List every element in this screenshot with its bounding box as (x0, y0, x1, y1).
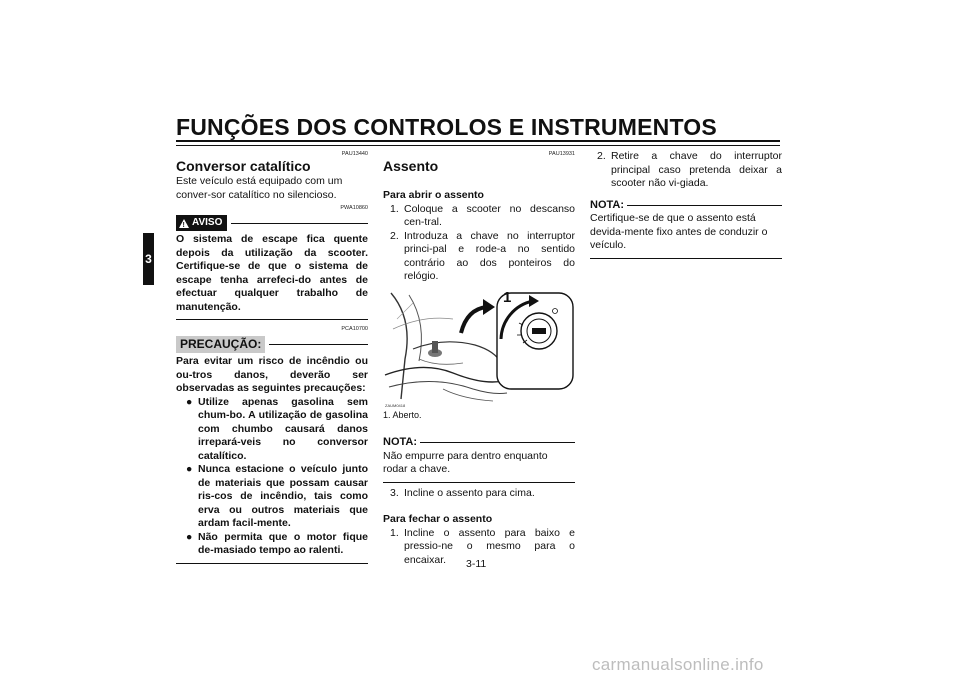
header-rule (176, 140, 780, 146)
ref-code: PAU13931 (548, 151, 575, 157)
nota-rule (627, 205, 782, 206)
section-heading: Conversor catalítico (176, 158, 311, 174)
section-tab: 3 (143, 233, 154, 285)
list-item: ● Não permita que o motor fique de-masiado tempo ao ralenti. (186, 530, 368, 556)
precaucao-badge: PRECAUÇÃO: (176, 336, 265, 353)
figure-callout: 1 (503, 288, 512, 306)
precaucao-header (176, 336, 368, 353)
figure-code: ZAUM0418 (385, 402, 406, 408)
page-number: 3-11 (466, 558, 487, 570)
nota-label: NOTA: (383, 436, 418, 448)
nota-end-rule (383, 482, 575, 483)
list-item: ● Nunca estacione o veículo junto de materiais que possam causar ris-cos de incêndio, tais como erva ou outros materiais que ardam facil-mente. (186, 463, 368, 529)
list-item: 1. Incline o assento para baixo e pressio-ne o mesmo para o encaixar. (390, 526, 575, 566)
watermark: carmanualsonline.info (592, 655, 764, 674)
nota-label: NOTA: (590, 198, 625, 211)
nota-text: Certifique-se de que o assento está devida-mente fixo antes de conduzir o veículo. (590, 212, 768, 251)
list-item: 2. Introduza a chave no interruptor princi-pal e rode-a no sentido contrário ao dos ponteiros do relógio. (390, 229, 575, 282)
bullet-dot-icon: ● (186, 395, 193, 408)
list-item: 3. Incline o assento para cima. (390, 486, 535, 499)
aviso-rule (231, 223, 368, 224)
precaucao-text: Para evitar um risco de incêndio ou ou-tros danos, deverão ser observadas as seguintes precauções: (176, 355, 368, 394)
aviso-header (176, 215, 368, 231)
intro-paragraph: Este veículo está equipado com um conver-sor catalítico no silencioso. (176, 175, 343, 201)
seat-lock-figure (383, 289, 575, 407)
nota-header (383, 436, 575, 450)
aviso-end-rule (176, 319, 368, 320)
nota-end-rule (590, 258, 782, 259)
list-item: 2. Retire a chave do interruptor principal caso pretenda deixar a scooter não vi-giada. (597, 150, 782, 189)
ref-code: PCA10700 (341, 326, 368, 332)
figure-caption: 1. Aberto. (383, 409, 422, 420)
open-seat-heading: Para abrir o assento (383, 189, 484, 201)
page-title: FUNÇÕES DOS CONTROLOS E INSTRUMENTOS (176, 114, 717, 140)
precaucao-rule (269, 344, 368, 345)
column-seat (383, 150, 575, 567)
aviso-label: AVISO (192, 217, 223, 229)
ref-code: PWA10860 (340, 205, 368, 211)
nota-rule (420, 442, 575, 443)
bullet-dot-icon: ● (186, 463, 193, 475)
nota-header (590, 199, 782, 213)
close-seat-heading: Para fechar o assento (383, 513, 493, 525)
ref-code: PAU13440 (341, 151, 368, 157)
column-seat-continued (590, 150, 782, 259)
scooter-seat-illustration (383, 289, 575, 407)
aviso-text: O sistema de escape fica quente depois da utilização da scooter. Certifique-se de que o sistema de escape tenha arrefeci-do antes de efectuar qualquer trabalho de manutenção. (176, 233, 368, 313)
precaucao-end-rule (176, 563, 368, 564)
section-heading: Assento (383, 158, 439, 174)
warning-triangle-icon (179, 219, 189, 228)
list-item: ● Utilize apenas gasolina sem chum-bo. A utilização de gasolina com chumbo causará danos irrepará-veis no conversor catalítico. (186, 395, 368, 462)
column-catalytic-converter (176, 150, 368, 564)
list-item: 1. Coloque a scooter no descanso cen-tral. (390, 202, 575, 228)
aviso-badge (176, 215, 227, 231)
bullet-dot-icon: ● (186, 530, 193, 543)
nota-text: Não empurre para dentro enquanto rodar a chave. (383, 449, 548, 475)
